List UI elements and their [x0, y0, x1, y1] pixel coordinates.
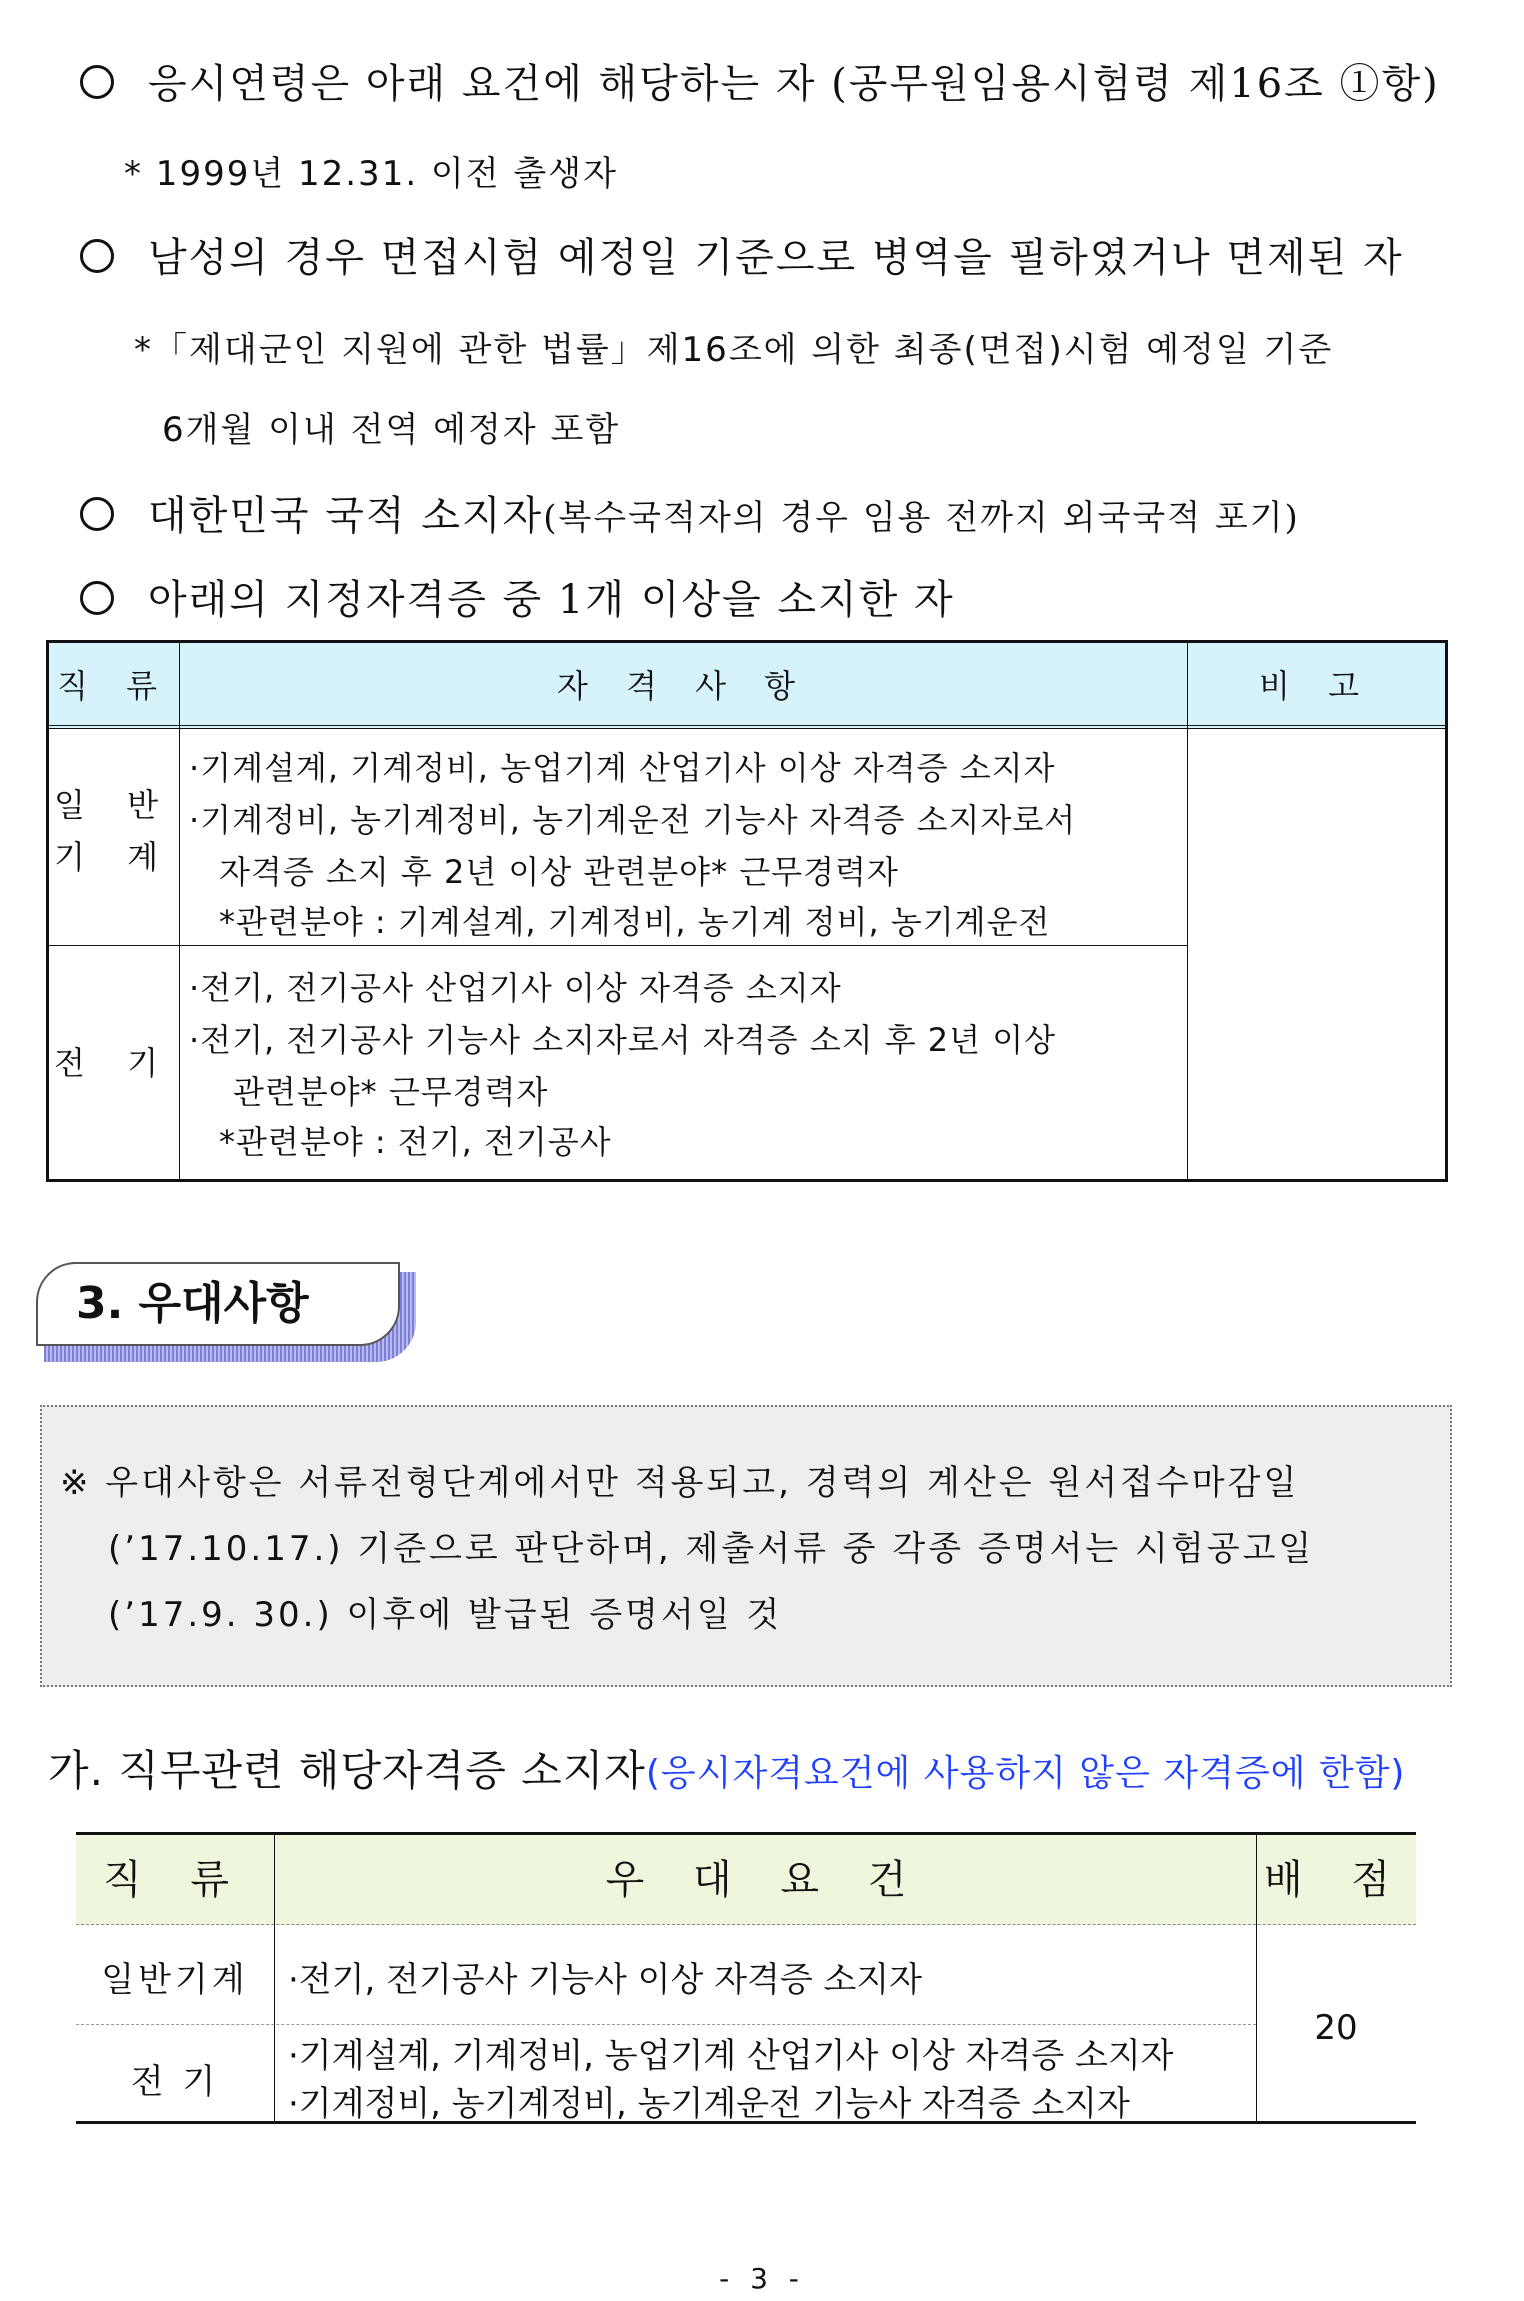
header-qualification: 자 격 사 항 — [556, 667, 810, 705]
requirement-age: 응시연령은 아래 요건에 해당하는 자 (공무원임용시험령 제16조 ①항) — [80, 52, 1440, 109]
circle-bullet-icon — [80, 581, 114, 615]
qualification-line: ·전기, 전기공사 산업기사 이상 자격증 소지자 — [189, 969, 842, 1007]
header-score: 배 점 — [1264, 1857, 1408, 1903]
preference-line: ·전기, 전기공사 기능사 이상 자격증 소지자 — [288, 1960, 922, 2000]
row-category-general-machine: 일 반 기 계 — [54, 786, 174, 876]
qualification-line: ·기계정비, 농기계정비, 농기계운전 기능사 자격증 소지자로서 — [189, 801, 1077, 839]
preference-line: ·기계설계, 기계정비, 농업기계 산업기사 이상 자격증 소지자 — [288, 2036, 1174, 2076]
qualification-line: *관련분야 : 전기, 전기공사 — [219, 1123, 612, 1161]
qualification-line: ·전기, 전기공사 기능사 소지자로서 자격증 소지 후 2년 이상 — [189, 1021, 1057, 1059]
circle-bullet-icon — [80, 497, 114, 531]
section-heading — [36, 1262, 408, 1352]
requirement-license: 아래의 지정자격증 중 1개 이상을 소지한 자 — [80, 568, 955, 625]
notice-line: (’17.10.17.) 기준으로 판단하며, 제출서류 중 각종 증명서는 시험공고일 — [108, 1529, 1315, 1569]
score-value: 20 — [1314, 2008, 1358, 2048]
qualification-line: ·기계설계, 기계정비, 농업기계 산업기사 이상 자격증 소지자 — [189, 749, 1056, 787]
header-job-type: 직 류 — [103, 1857, 247, 1903]
qualification-line: 관련분야* 근무경력자 — [233, 1073, 549, 1111]
qualification-line: 자격증 소지 후 2년 이상 관련분야* 근무경력자 — [219, 853, 899, 891]
section-title: 3. 우대사항 — [76, 1278, 309, 1329]
header-remarks: 비 고 — [1259, 667, 1373, 705]
preference-line: ·기계정비, 농기계정비, 농기계운전 기능사 자격증 소지자 — [288, 2084, 1130, 2124]
requirement-military-note: *「제대군인 지원에 관한 법률」제16조에 의한 최종(면접)시험 예정일 기준 — [134, 330, 1334, 370]
requirement-military-note-cont: 6개월 이내 전역 예정자 포함 — [162, 410, 621, 450]
header-job-type: 직 류 — [57, 667, 171, 705]
requirement-age-note: * 1999년 12.31. 이전 출생자 — [124, 154, 618, 194]
notice-box — [40, 1405, 1452, 1687]
page-number: - 3 - — [719, 2262, 805, 2295]
requirement-nationality: 대한민국 국적 소지자(복수국적자의 경우 임용 전까지 외국국적 포기) — [80, 484, 1300, 541]
requirement-military: 남성의 경우 면접시험 예정일 기준으로 병역을 필하였거나 면제된 자 — [80, 226, 1404, 283]
circle-bullet-icon — [80, 239, 114, 273]
circle-bullet-icon — [80, 65, 114, 99]
row-category-electric: 전 기 — [130, 2062, 220, 2102]
row-category-electric: 전 기 — [54, 1044, 174, 1082]
qualification-line: *관련분야 : 기계설계, 기계정비, 농기계 정비, 농기계운전 — [219, 903, 1051, 941]
preference-table — [76, 1832, 1416, 2124]
notice-line: ※ 우대사항은 서류전형단계에서만 적용되고, 경력의 계산은 원서접수마감일 — [60, 1463, 1300, 1503]
license-table — [46, 640, 1448, 1182]
header-preference-condition: 우 대 요 건 — [605, 1857, 925, 1903]
row-category-general-machine: 일반기계 — [101, 1960, 249, 2000]
notice-line: (’17.9. 30.) 이후에 발급된 증명서일 것 — [108, 1595, 783, 1635]
subheading: 가. 직무관련 해당자격증 소지자(응시자격요건에 사용하지 않은 자격증에 한함) — [48, 1746, 1406, 1795]
